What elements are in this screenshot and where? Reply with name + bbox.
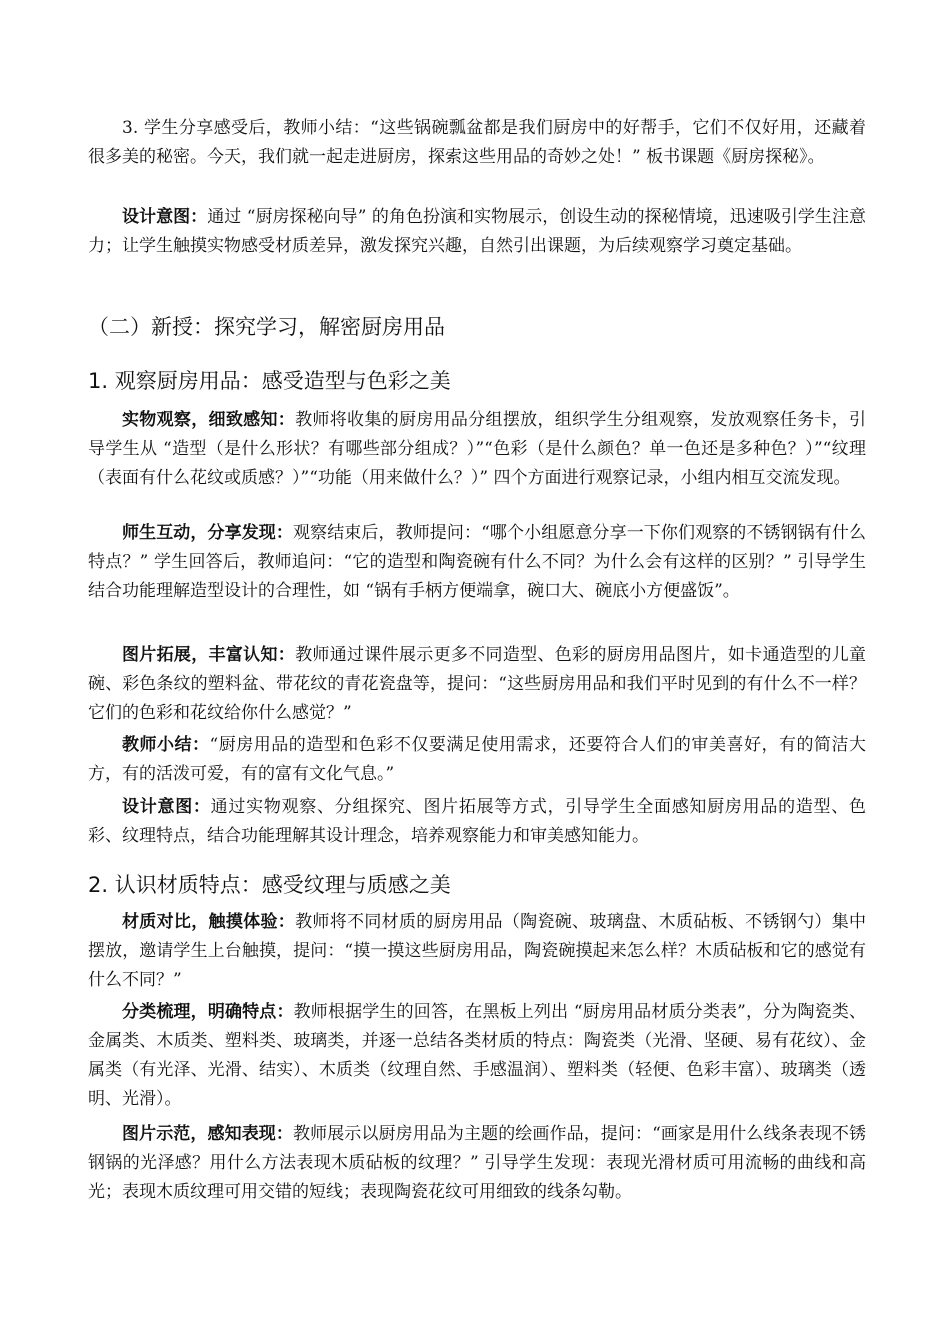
paragraph-design-intent-2 [88, 793, 866, 851]
paragraph-lead: 教师小结： [122, 735, 210, 755]
paragraph-lead: 设计意图： [122, 207, 208, 227]
paragraph-lead: 设计意图： [122, 797, 211, 817]
subsection-heading-1: 1. 观察厨房用品：感受造型与色彩之美 [88, 369, 451, 393]
paragraph-lead: 图片示范，感知表现： [122, 1124, 293, 1144]
paragraph-text: 教师将收集的厨房用品分组摆放，组织学生分组观察，发放观察任务卡，引导学生从 “造型（是什么形状？有哪些部分组成？）”“色彩（是什么颜色？单一色还是多种色？）”“纹理（表面有什么花纹或质感？）”“功能（用来做什么？）” 四个方面进行观察记录，小组内相互交流发现。 [88, 410, 867, 488]
paragraph-lead: 实物观察，细致感知： [122, 410, 296, 430]
paragraph-lead: 分类梳理，明确特点： [122, 1002, 294, 1022]
paragraph-material-contrast [88, 908, 866, 995]
section-heading: （二）新授：探究学习，解密厨房用品 [88, 315, 445, 339]
paragraph-text: 教师根据学生的回答，在黑板上列出 “厨房用品材质分类表”，分为陶瓷类、金属类、木质类、塑料类、玻璃类，并逐一总结各类材质的特点：陶瓷类（光滑、坚硬、易有花纹）、金属类（有光泽、光滑、结实）、木质类（纹理自然、手感温润）、塑料类（轻便、色彩丰富）、玻璃类（透明、光滑）。 [88, 1002, 866, 1109]
paragraph-lead: 师生互动，分享发现： [122, 523, 293, 543]
paragraph-text: 教师通过课件展示更多不同造型、色彩的厨房用品图片，如卡通造型的儿童碗、彩色条纹的塑料盆、带花纹的青花瓷盘等，提问：“这些厨房用品和我们平时见到的有什么不一样？它们的色彩和花纹给你什么感觉？” [88, 645, 867, 723]
paragraph-text: 教师将不同材质的厨房用品（陶瓷碗、玻璃盘、木质砧板、不锈钢勺）集中摆放，邀请学生上台触摸，提问：“摸一摸这些厨房用品，陶瓷碗摸起来怎么样？木质砧板和它的感觉有什么不同？” [88, 912, 867, 990]
paragraph-design-intent-1 [88, 203, 866, 261]
paragraph-text: 3. 学生分享感受后，教师小结：“这些锅碗瓢盆都是我们厨房中的好帮手，它们不仅好用，还藏着很多美的秘密。今天，我们就一起走进厨房，探索这些用品的奇妙之处！” 板书课题《厨房探秘》。 [88, 118, 866, 167]
paragraph-image-extension [88, 641, 866, 728]
paragraph-text: 通过实物观察、分组探究、图片拓展等方式，引导学生全面感知厨房用品的造型、色彩、纹理特点，结合功能理解其设计理念，培养观察能力和审美感知能力。 [88, 797, 867, 846]
paragraph-observation [88, 406, 866, 493]
paragraph-teacher-summary [88, 731, 866, 789]
paragraph-interaction [88, 519, 866, 606]
paragraph-demonstration [88, 1120, 866, 1207]
paragraph-text: 通过 “厨房探秘向导” 的角色扮演和实物展示，创设生动的探秘情境，迅速吸引学生注意力；让学生触摸实物感受材质差异，激发探究兴趣，自然引出课题，为后续观察学习奠定基础。 [88, 207, 866, 256]
paragraph-text: “厨房用品的造型和色彩不仅要满足使用需求，还要符合人们的审美喜好，有的简洁大方，有的活泼可爱，有的富有文化气息。” [88, 735, 866, 784]
paragraph-classification [88, 998, 866, 1114]
paragraph-text: 观察结束后，教师提问：“哪个小组愿意分享一下你们观察的不锈钢锅有什么特点？” 学生回答后，教师追问：“它的造型和陶瓷碗有什么不同？为什么会有这样的区别？” 引导学生结合功能理解造型设计的合理性，如 “锅有手柄方便端拿，碗口大、碗底小方便盛饭”。 [88, 523, 866, 601]
subsection-heading-2: 2. 认识材质特点：感受纹理与质感之美 [88, 873, 451, 897]
paragraph-summary [88, 114, 866, 172]
paragraph-lead: 材质对比，触摸体验： [122, 912, 296, 932]
paragraph-lead: 图片拓展，丰富认知： [122, 645, 296, 665]
paragraph-text: 教师展示以厨房用品为主题的绘画作品，提问：“画家是用什么线条表现不锈钢锅的光泽感？用什么方法表现木质砧板的纹理？” 引导学生发现：表现光滑材质可用流畅的曲线和高光；表现木质纹理可用交错的短线；表现陶瓷花纹可用细致的线条勾勒。 [88, 1124, 866, 1202]
